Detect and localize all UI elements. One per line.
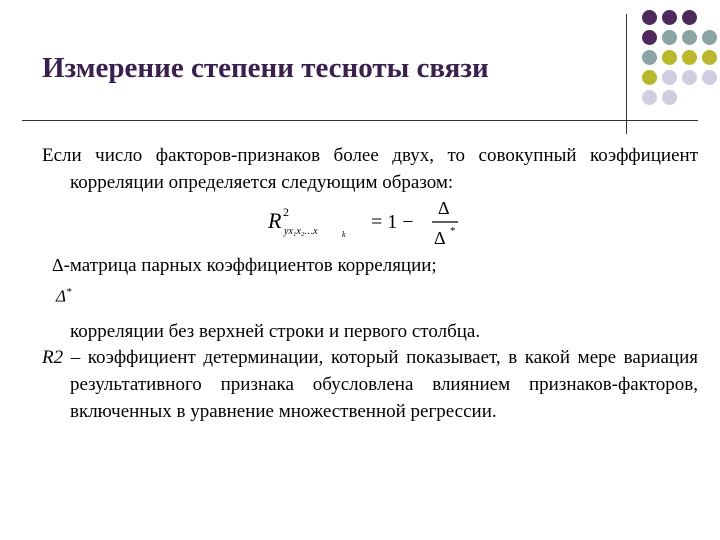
formula-lhs-sub: yx₁x₂…x [284,226,318,237]
delta-star-base: Δ [56,286,66,306]
formula-lhs-sup: 2 [283,205,289,219]
dot-teal [682,30,697,45]
dot-lavender [702,70,717,85]
dot-purple [642,10,657,25]
correlation-formula [268,196,468,256]
dot-purple [682,10,697,25]
dot-purple [642,30,657,45]
decorative-dot-grid [640,10,720,120]
paragraph-determination [42,344,698,425]
delta-star-symbol [56,286,71,307]
dot-olive [702,50,717,65]
dot-lavender [642,90,657,105]
formula-svg [268,196,468,256]
r2-label: R2 [42,347,64,368]
dot-lavender [662,90,677,105]
horizontal-divider [22,120,698,121]
formula-lhs-sub-k: k [342,230,346,239]
formula-denominator-sup: * [450,225,456,237]
formula-denominator: Δ [434,228,446,248]
dot-teal [702,30,717,45]
dot-lavender [662,70,677,85]
vertical-divider [626,14,627,134]
formula-numerator: Δ [438,198,450,218]
paragraph-intro: Если число факторов-признаков более двух, то совокупный коэффициент корреляции определяется следующим образом: [42,145,698,193]
dot-teal [662,30,677,45]
paragraph-matrix [52,252,437,279]
dot-lavender [682,70,697,85]
dot-olive [662,50,677,65]
formula-equals: = 1 − [371,211,414,233]
slide-title: Измерение степени тесноты связи [42,52,489,84]
dot-purple [662,10,677,25]
dot-olive [642,70,657,85]
formula-lhs-base: R [268,208,282,233]
dot-teal [642,50,657,65]
delta-triangle-icon: Δ [52,255,64,275]
determination-text: – коэффициент детерминации, который показывает, в какой мере вариация результативного признака обусловлена влиянием признаков-факторов, включенных в уравнение множественной регрессии. [63,347,698,422]
paragraph-correlation-note: корреляции без верхней строки и первого столбца. [70,321,481,342]
delta-star-sup: * [65,286,72,298]
dot-olive [682,50,697,65]
matrix-text: -матрица парных коэффициентов корреляции; [63,255,437,276]
